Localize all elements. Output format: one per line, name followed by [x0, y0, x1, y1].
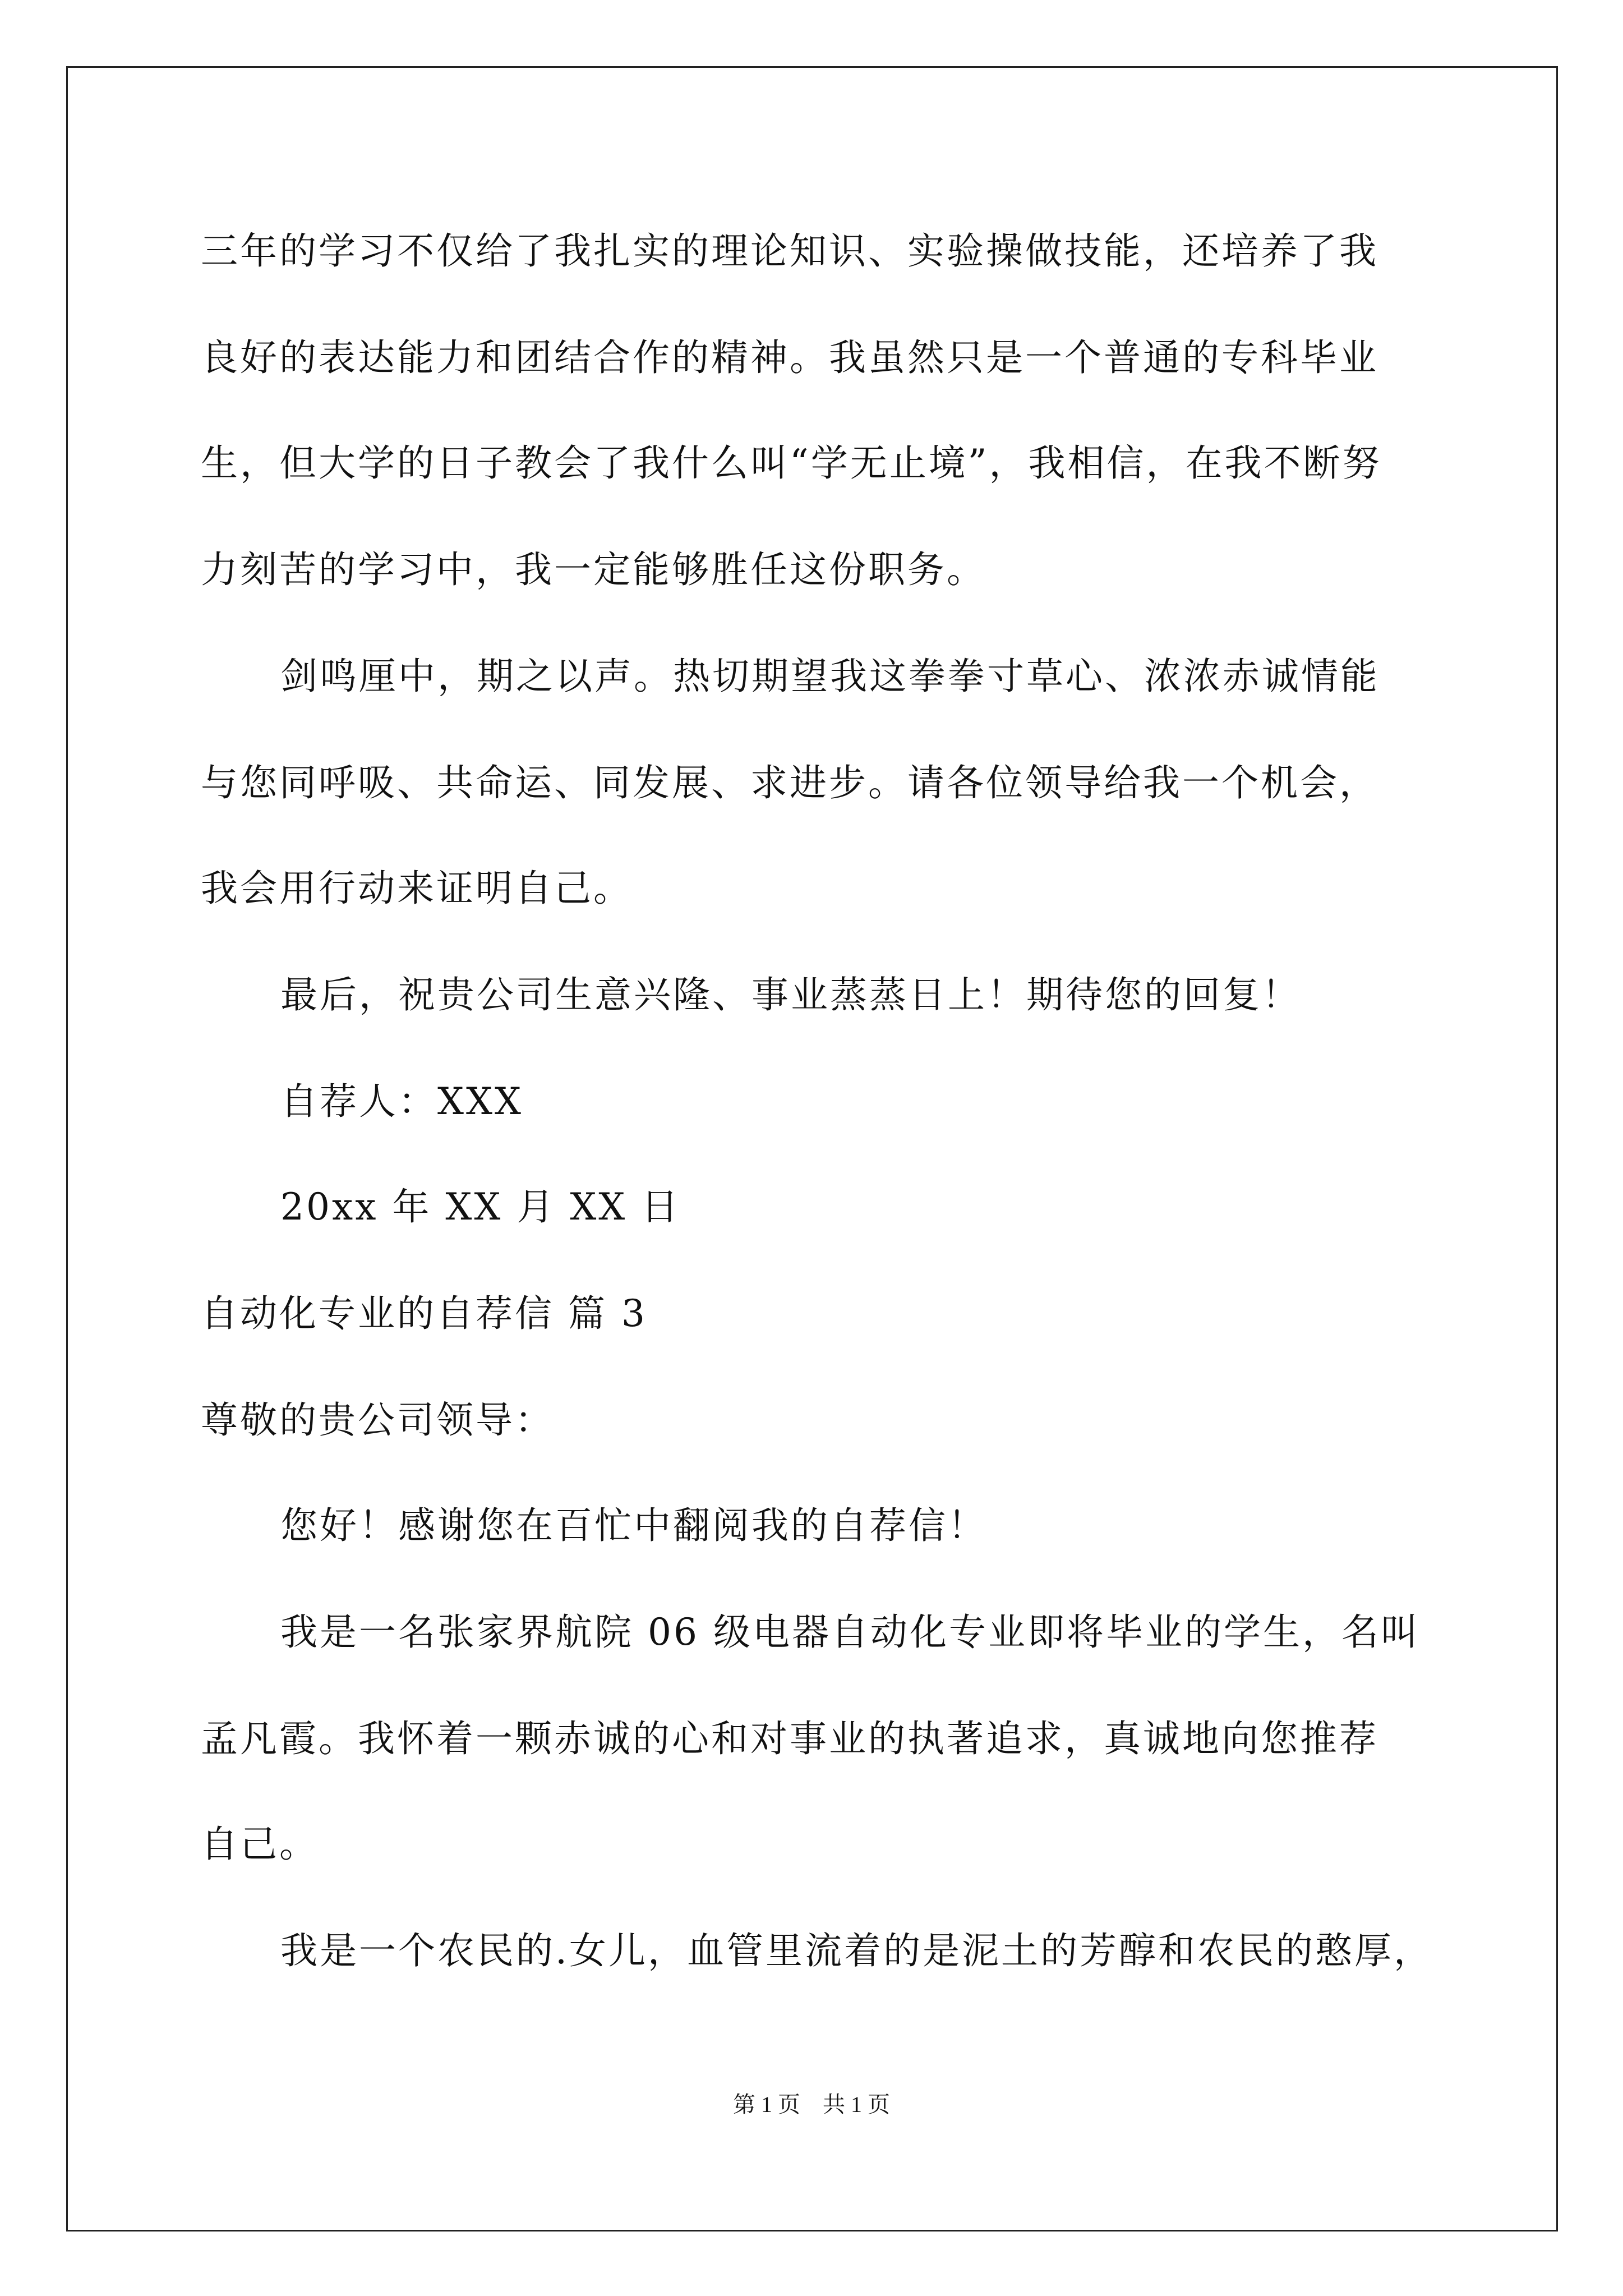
paragraph-line: 良好的表达能力和团结合作的精神。我虽然只是一个普通的专科毕业 [201, 336, 1378, 379]
page-footer: 第 1 页 共 1 页 [733, 2092, 890, 2117]
paragraph-line: 最后，祝贵公司生意兴隆、事业蒸蒸日上！期待您的回复！ [280, 973, 1301, 1016]
paragraph-line: 您好！感谢您在百忙中翻阅我的自荐信！ [280, 1504, 987, 1547]
paragraph-line: 力刻苦的学习中，我一定能够胜任这份职务。 [201, 548, 986, 591]
date-line: 20xx 年 XX 月 XX 日 [280, 1185, 681, 1228]
paragraph-line: 自己。 [201, 1823, 319, 1866]
paragraph-line: 我是一名张家界航院 06 级电器自动化专业即将毕业的学生，名叫 [280, 1611, 1420, 1654]
paragraph-line: 与您同呼吸、共命运、同发展、求进步。请各位领导给我一个机会， [201, 761, 1378, 804]
paragraph-line: 我会用行动来证明自己。 [201, 867, 633, 910]
paragraph-line: 三年的学习不仅给了我扎实的理论知识、实验操做技能，还培养了我 [201, 229, 1378, 273]
paragraph-line: 我是一个农民的.女儿，血管里流着的是泥土的芳醇和农民的憨厚， [280, 1929, 1433, 1972]
page-border [66, 66, 1558, 2231]
salutation: 尊敬的贵公司领导： [201, 1398, 554, 1442]
signature-line: 自荐人：XXX [280, 1080, 523, 1123]
paragraph-line: 生，但大学的日子教会了我什么叫“学无止境”，我相信，在我不断努 [201, 441, 1382, 485]
paragraph-line: 剑鸣厘中，期之以声。热切期望我这拳拳寸草心、浓浓赤诚情能 [280, 655, 1380, 698]
paragraph-line: 孟凡霞。我怀着一颗赤诚的心和对事业的执著追求，真诚地向您推荐 [201, 1717, 1378, 1760]
section-heading: 自动化专业的自荐信 篇 3 [201, 1292, 647, 1335]
